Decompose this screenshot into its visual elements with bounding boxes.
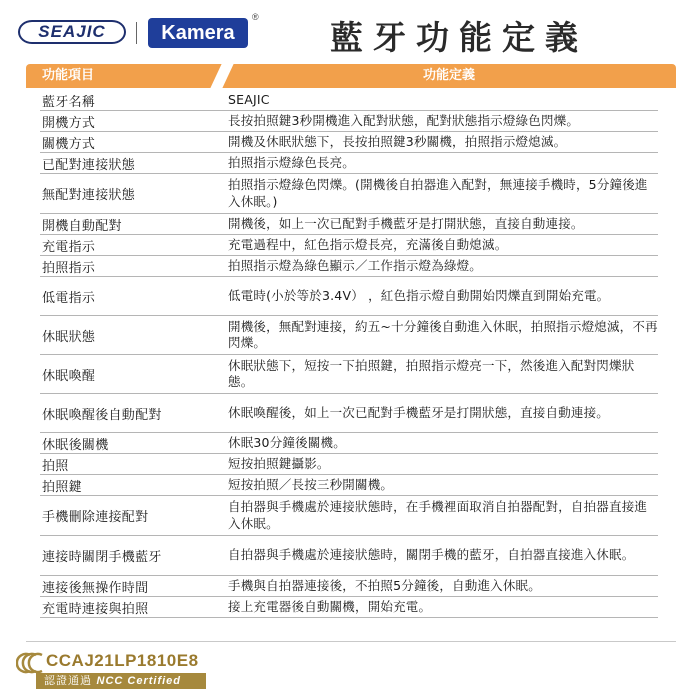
function-name: 關機方式 <box>42 136 96 152</box>
ncc-certification-code: CCAJ21LP1810E8 <box>46 651 199 670</box>
function-name: 無配對連接狀態 <box>42 188 136 203</box>
ncc-label-en: NCC Certified <box>96 675 182 687</box>
table-row <box>40 576 658 597</box>
ncc-logo-icon <box>16 652 48 674</box>
function-description: 短按拍照／長按三秒開關機。 <box>228 476 394 492</box>
function-description: 接上充電器後自動關機，開始充電。 <box>228 598 432 614</box>
kamera-logo: Kamera <box>148 18 248 48</box>
function-description: 自拍器與手機處於連接狀態時，關閉手機的藍牙，自拍器直接進入休眠。 <box>228 547 635 563</box>
function-name: 連接時關閉手機藍牙 <box>42 550 162 565</box>
function-description: 休眠30分鐘後關機。 <box>228 434 346 450</box>
table-row <box>40 277 658 316</box>
function-name: 連接後無操作時間 <box>42 580 149 596</box>
page-title: 藍牙功能定義 <box>330 18 588 57</box>
table-row <box>40 214 658 235</box>
ncc-label: 認證通過 <box>44 674 92 687</box>
function-description: 拍照指示燈為綠色顯示／工作指示燈為綠燈。 <box>228 257 483 273</box>
function-description: 短按拍照鍵攝影。 <box>228 455 330 471</box>
function-name: 充電指示 <box>42 239 96 255</box>
function-name: 拍照指示 <box>42 260 96 276</box>
column-header-definition: 功能定義 <box>422 68 475 83</box>
function-description: 拍照指示燈綠色長亮。 <box>228 154 356 170</box>
table-row <box>40 536 658 576</box>
table-row <box>40 355 658 394</box>
function-description: 低電時(小於等於3.4V） ，紅色指示燈自動開始閃爍直到開始充電。 <box>228 287 610 303</box>
table-header <box>26 64 676 88</box>
function-description: 休眠狀態下，短按一下拍照鍵，拍照指示燈亮一下，然後進入配對閃爍狀態。 <box>228 357 635 389</box>
table-row <box>40 475 658 496</box>
function-name: 拍照鍵 <box>42 479 82 495</box>
table-row <box>40 153 658 174</box>
function-description: 拍照指示燈綠色閃爍。(開機後自拍器進入配對，無連接手機時，5分鐘後進入休眠。) <box>228 177 648 209</box>
function-description: 手機與自拍器連接後，不拍照5分鐘後，自動進入休眠。 <box>228 577 541 593</box>
function-name: 開機自動配對 <box>42 218 122 234</box>
table-row <box>40 235 658 256</box>
function-description: SEAJIC <box>228 92 270 108</box>
footer-divider <box>26 641 676 642</box>
table-row <box>40 454 658 475</box>
table-row <box>40 597 658 618</box>
function-name: 充電時連接與拍照 <box>42 601 149 617</box>
table-row <box>40 433 658 454</box>
function-name: 已配對連接狀態 <box>42 157 136 173</box>
table-row <box>40 91 658 111</box>
function-description: 長按拍照鍵3秒開機進入配對狀態，配對狀態指示燈綠色閃爍。 <box>228 112 580 128</box>
brand-divider <box>136 22 137 44</box>
function-name: 開機方式 <box>42 115 96 131</box>
function-name: 手機刪除連接配對 <box>42 510 149 525</box>
column-header-item: 功能項目 <box>42 68 95 83</box>
function-name: 休眠後關機 <box>42 437 109 453</box>
function-description: 自拍器與手機處於連接狀態時，在手機裡面取消自拍器配對，自拍器直接進入休眠。 <box>228 499 648 531</box>
table-row <box>40 316 658 355</box>
table-row <box>40 174 658 214</box>
function-description: 休眠喚醒後，如上一次已配對手機藍牙是打開狀態，直接自動連接。 <box>228 404 610 420</box>
function-name: 藍牙名稱 <box>42 95 96 110</box>
table-row <box>40 256 658 277</box>
seajic-logo: SEAJIC <box>18 20 126 44</box>
table-row <box>40 496 658 536</box>
function-description: 開機及休眠狀態下，長按拍照鍵3秒關機，拍照指示燈熄滅。 <box>228 133 567 149</box>
table-row <box>40 394 658 433</box>
ncc-certified-badge <box>36 673 206 689</box>
function-name: 拍照 <box>42 458 69 474</box>
header <box>0 0 700 62</box>
registered-mark: ® <box>252 12 259 22</box>
function-name: 休眠狀態 <box>42 329 96 345</box>
function-name: 休眠喚醒後自動配對 <box>42 407 162 423</box>
function-name: 低電指示 <box>42 290 96 306</box>
table-row <box>40 111 658 132</box>
function-description: 開機後，如上一次已配對手機藍牙是打開狀態，直接自動連接。 <box>228 215 584 231</box>
function-description: 充電過程中，紅色指示燈長亮，充滿後自動熄滅。 <box>228 236 508 252</box>
function-description: 開機後，無配對連接，約五~十分鐘後自動進入休眠，拍照指示燈熄滅，不再閃爍。 <box>228 318 658 350</box>
function-name: 休眠喚醒 <box>42 368 96 384</box>
function-table <box>40 91 658 618</box>
table-row <box>40 132 658 153</box>
